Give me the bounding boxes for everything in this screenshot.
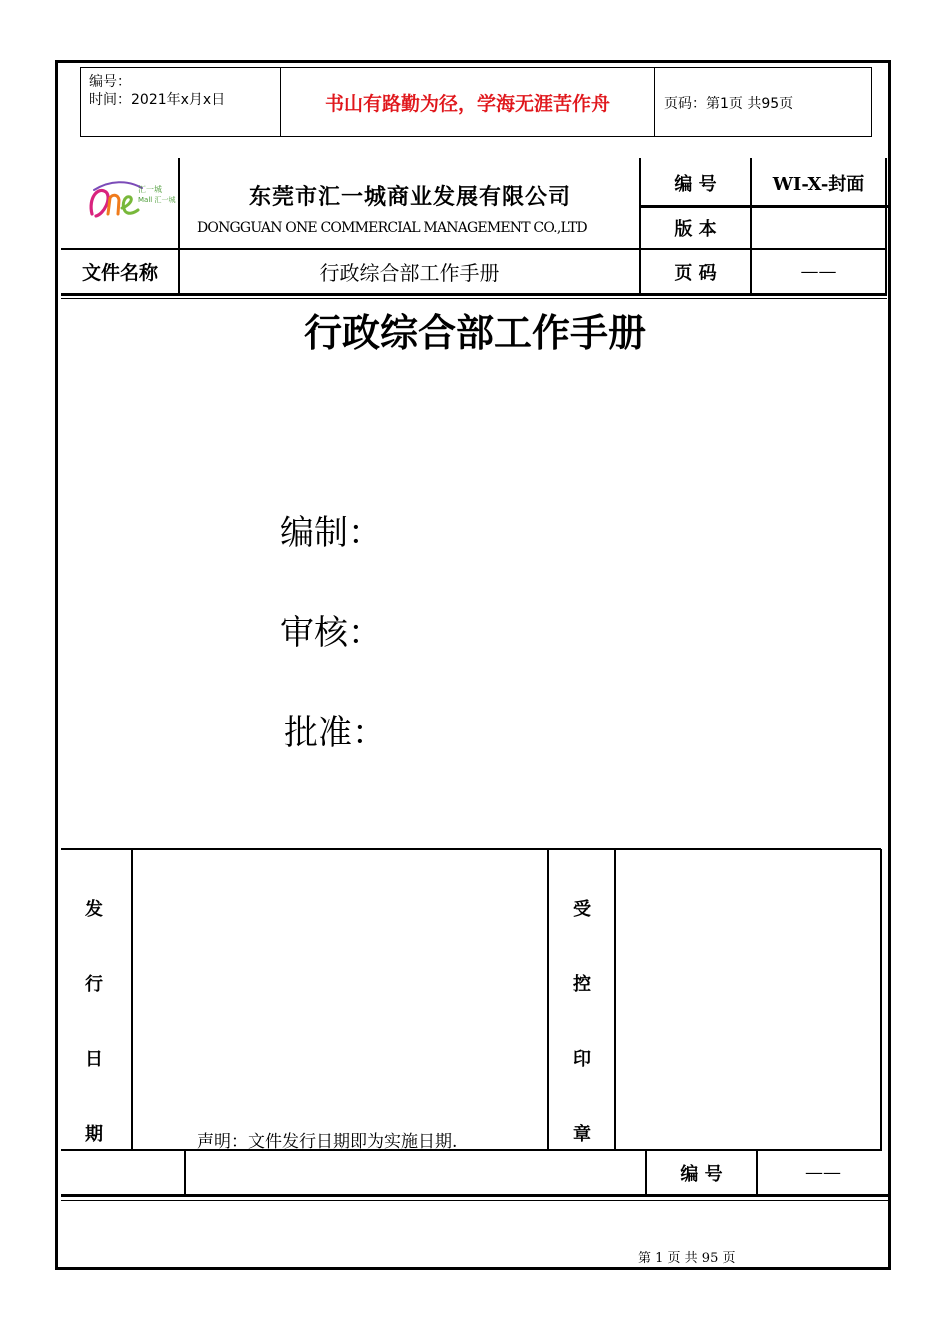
logo-small-line-2: Mall 汇一城: [138, 196, 176, 204]
issue-date-char: 发: [85, 899, 103, 920]
issue-date-char: 期: [85, 1124, 103, 1145]
header-time-label: 时间：2021年x月x日: [89, 92, 226, 108]
header-page-info: 页码：第1页 共95页: [664, 96, 794, 112]
version-value: [752, 208, 885, 248]
code-value: WI-X-封面: [772, 173, 865, 195]
main-title: 行政综合部工作手册: [303, 309, 646, 355]
controlled-seal-char: 受: [573, 899, 591, 920]
page-label: 页 码: [674, 262, 717, 284]
bottom-code-label: 编 号: [680, 1163, 723, 1185]
doc-name-value: 行政综合部工作手册: [319, 261, 500, 285]
company-name-cn: 东莞市汇一城商业发展有限公司: [248, 183, 571, 210]
reviewed-by-label: 审核：: [280, 613, 382, 653]
controlled-seal-char: 印: [573, 1049, 591, 1070]
header-slogan: 书山有路勤为径，学海无涯苦作舟: [324, 92, 610, 115]
code-label: 编 号: [674, 173, 717, 195]
header-code-label: 编号：: [89, 74, 131, 90]
controlled-seal-char: 控: [573, 974, 591, 995]
footer-page-number: 第 1 页 共 95 页: [638, 1251, 736, 1266]
statement-text: 声明：文件发行日期即为实施日期.: [197, 1132, 458, 1152]
issue-date-char: 行: [85, 974, 103, 995]
doc-name-label: 文件名称: [81, 262, 158, 284]
logo-small-line-1: 汇一城: [138, 185, 162, 194]
page-value: ——: [800, 261, 837, 282]
bottom-code-value: ——: [805, 1162, 841, 1183]
issue-date-char: 日: [85, 1049, 103, 1070]
prepared-by-label: 编制：: [280, 513, 382, 553]
controlled-seal-char: 章: [573, 1124, 591, 1145]
version-label: 版 本: [674, 219, 717, 240]
approved-by-label: 批准：: [284, 713, 386, 753]
company-logo: [88, 178, 176, 222]
company-name-en: DONGGUAN ONE COMMERCIAL MANAGEMENT CO.,LTD: [197, 220, 587, 236]
